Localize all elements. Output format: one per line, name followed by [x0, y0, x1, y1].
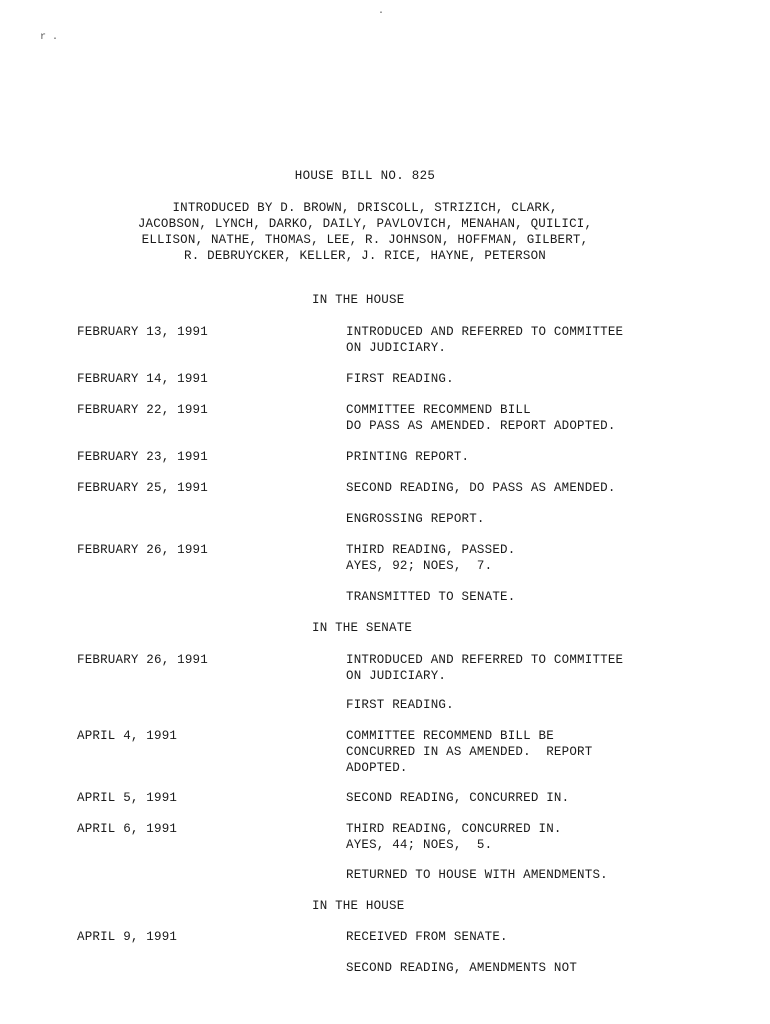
action-line: FIRST READING.	[346, 372, 454, 386]
action-line: THIRD READING, PASSED.	[346, 543, 516, 557]
entry-action	[346, 652, 623, 684]
entry-action	[346, 728, 592, 776]
action-line: ENGROSSING REPORT.	[346, 512, 485, 526]
entry-action	[346, 821, 562, 853]
entry-action	[346, 867, 608, 883]
sponsors-line: JACOBSON, LYNCH, DARKO, DAILY, PAVLOVICH, MENAHAN, QUILICI,	[137, 217, 593, 231]
entry-action	[346, 480, 616, 496]
entry-action	[346, 511, 485, 527]
entry-date: FEBRUARY 22, 1991	[77, 403, 208, 417]
entry-date: FEBRUARY 13, 1991	[77, 325, 208, 339]
entry-action	[346, 542, 515, 574]
action-line: SECOND READING, CONCURRED IN.	[346, 791, 570, 805]
action-line: AYES, 92; NOES, 7.	[346, 559, 493, 573]
entry-date: FEBRUARY 14, 1991	[77, 372, 208, 386]
action-line: COMMITTEE RECOMMEND BILL BE	[346, 729, 554, 743]
action-line: ON JUDICIARY.	[346, 669, 447, 683]
sponsors-block	[0, 200, 730, 264]
entry-date: FEBRUARY 23, 1991	[77, 450, 208, 464]
entry-action	[346, 697, 454, 713]
entry-action	[346, 324, 623, 356]
entry-date: FEBRUARY 26, 1991	[77, 653, 208, 667]
entry-date: FEBRUARY 26, 1991	[77, 543, 208, 557]
action-line: RETURNED TO HOUSE WITH AMENDMENTS.	[346, 868, 608, 882]
action-line: RECEIVED FROM SENATE.	[346, 930, 508, 944]
action-line: TRANSMITTED TO SENATE.	[346, 590, 516, 604]
entry-action	[346, 449, 469, 465]
action-line: SECOND READING, AMENDMENTS NOT	[346, 961, 578, 975]
action-line: ADOPTED.	[346, 761, 408, 775]
entry-action	[346, 790, 569, 806]
action-line: SECOND READING, DO PASS AS AMENDED.	[346, 481, 616, 495]
scan-mark-left: r .	[40, 32, 59, 43]
entry-date: FEBRUARY 25, 1991	[77, 481, 208, 495]
action-line: FIRST READING.	[346, 698, 454, 712]
entry-action	[346, 589, 515, 605]
sponsors-line: INTRODUCED BY D. BROWN, DRISCOLL, STRIZICH, CLARK,	[172, 201, 558, 215]
entry-action	[346, 402, 616, 434]
action-line: INTRODUCED AND REFERRED TO COMMITTEE	[346, 653, 624, 667]
sponsors-line: ELLISON, NATHE, THOMAS, LEE, R. JOHNSON, HOFFMAN, GILBERT,	[141, 233, 589, 247]
bill-title: HOUSE BILL NO. 825	[294, 169, 436, 183]
entry-date: APRIL 4, 1991	[77, 729, 178, 743]
section-heading-house: IN THE HOUSE	[312, 293, 405, 307]
action-line: COMMITTEE RECOMMEND BILL	[346, 403, 531, 417]
action-line: AYES, 44; NOES, 5.	[346, 838, 493, 852]
scan-mark-top: .	[378, 6, 385, 17]
entry-date: APRIL 9, 1991	[77, 930, 178, 944]
action-line: CONCURRED IN AS AMENDED. REPORT	[346, 745, 593, 759]
action-line: PRINTING REPORT.	[346, 450, 470, 464]
sponsors-line: R. DEBRUYCKER, KELLER, J. RICE, HAYNE, PETERSON	[184, 249, 546, 263]
entry-action	[346, 371, 454, 387]
section-heading-senate: IN THE SENATE	[312, 621, 413, 635]
action-line: THIRD READING, CONCURRED IN.	[346, 822, 562, 836]
entry-date: APRIL 6, 1991	[77, 822, 178, 836]
entry-action	[346, 960, 577, 976]
action-line: DO PASS AS AMENDED. REPORT ADOPTED.	[346, 419, 616, 433]
action-line: INTRODUCED AND REFERRED TO COMMITTEE	[346, 325, 624, 339]
action-line: ON JUDICIARY.	[346, 341, 447, 355]
entry-action	[346, 929, 508, 945]
section-heading-house: IN THE HOUSE	[312, 899, 405, 913]
entry-date: APRIL 5, 1991	[77, 791, 178, 805]
